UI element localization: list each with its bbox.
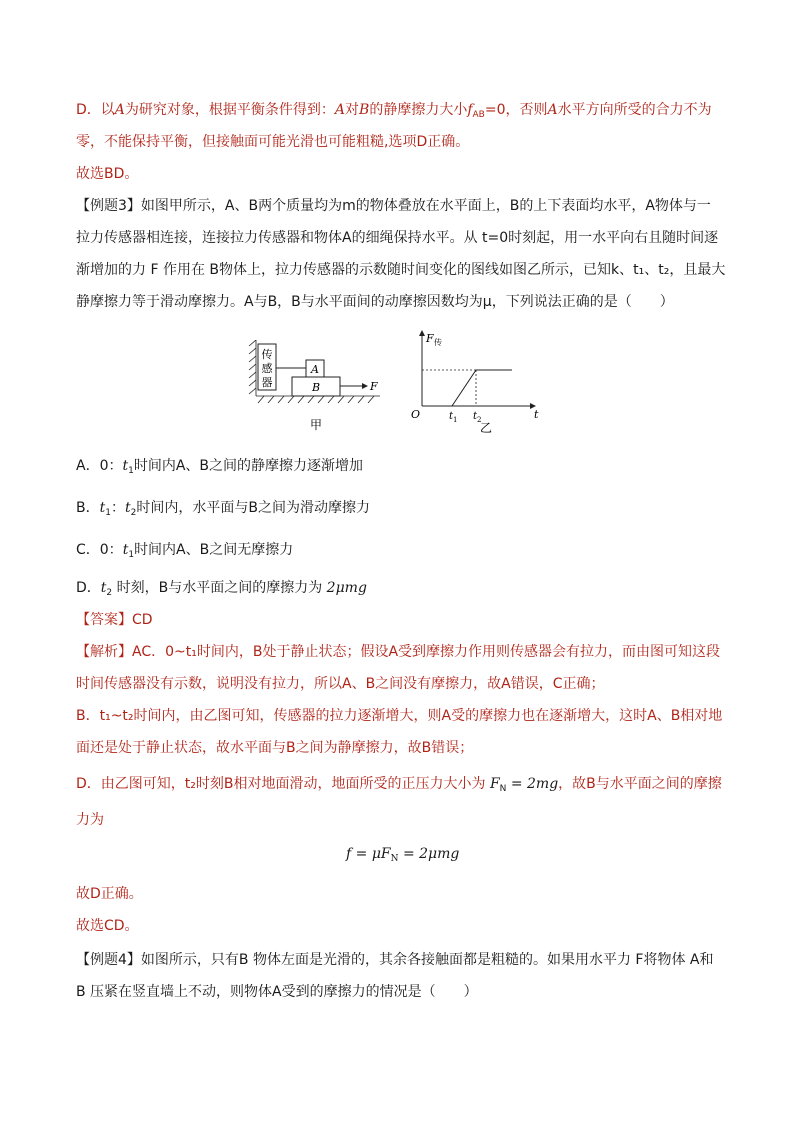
analysis-line1: 【解析】AC．0~t₁时间内，B处于静止状态；假设A受到摩擦力作用则传感器会有拉力，而由图可知这段 [76,644,721,660]
t1-label: t [449,411,454,422]
analysis-conclusion: 故选CD。 [76,918,139,934]
answer: 【答案】CD [76,612,153,628]
y-label-sub: 传 [434,338,442,347]
example3-line4: 静摩擦力等于滑动摩擦力。A与B，B与水平面间的动摩擦因数均为μ，下列说法正确的是（ ） [76,294,674,310]
t2-sub: 2 [477,416,482,424]
example4-line2: B 压紧在竖直墙上不动，则物体A受到的摩擦力的情况是（ ） [76,984,478,1000]
sensor-char-3: 器 [261,376,273,389]
analysis-line6: 力为 [76,812,104,828]
sensor-char-2: 感 [261,362,273,375]
prev-option-d-line2: 零，不能保持平衡，但接触面可能光滑也可能粗糙,选项D正确。 [76,134,470,150]
origin-label: O [411,408,421,421]
example4-line1: 【例题4】如图所示，只有B 物体左面是光滑的，其余各接触面都是粗糙的。如果用水平力 F将物体 A和 [76,952,714,968]
y-arrowhead [419,330,425,336]
force-arrowhead [362,383,368,389]
analysis-line2: 时间传感器没有示数，说明没有拉力，所以A、B之间没有摩擦力，故A错误，C正确； [76,676,605,692]
example3-line1: 【例题3】如图甲所示，A、B两个质量均为m的物体叠放在水平面上，B的上下表面均水平，A物体与一 [76,198,711,214]
option-a: A．0：$t_1$时间内A、B之间的静摩擦力逐渐增加 [76,458,364,476]
y-label: F [426,332,434,345]
caption-yi: 乙 [479,421,493,434]
block-b-label: B [311,381,321,394]
option-b: B．$t_1$：$t_2$时间内，水平面与B之间为滑动摩擦力 [76,500,370,518]
friction-formula: $f = \mu F_N = 2\mu mg$ [346,846,460,864]
option-d: D．$t_2$ 时刻，B与水平面之间的摩擦力为 2μmg [76,580,367,598]
option-c: C．0：$t_1$时间内A、B之间无摩擦力 [76,542,294,560]
figure-yi [408,328,548,434]
caption-jia: 甲 [309,418,323,432]
analysis-line4: 面还是处于静止状态，故水平面与B之间为静摩擦力，故B错误； [76,740,474,756]
prev-option-d-line1: D．以A为研究对象，根据平衡条件得到：A对B的静摩擦力大小$f_{AB}=0$，否则A水平方向所受的合力不为 [76,102,712,120]
sensor-char-1: 传 [261,348,273,361]
prev-conclusion: 故选BD。 [76,166,139,182]
t1-sub: 1 [453,416,458,424]
example3-line2: 拉力传感器相连接，连接拉力传感器和物体A的细绳保持水平。从 t=0时刻起，用一水平向右且随时间逐 [76,230,719,246]
analysis-line5: D．由乙图可知，t₂时刻B相对地面滑动，地面所受的正压力大小为 $F_N = 2mg$，故B与水平面之间的摩擦 [76,776,722,794]
example3-line3: 渐增加的力 F 作用在 B物体上，拉力传感器的示数随时间变化的图线如图乙所示，已知k、t₁、t₂，且最大 [76,262,726,278]
reading-curve [452,370,512,406]
analysis-line7: 故D正确。 [76,886,143,902]
figure-jia [246,340,386,434]
x-label: t [534,408,539,421]
force-label: F [370,380,378,393]
block-a-label: A [311,363,319,376]
t2-label: t [473,411,478,422]
analysis-line3: B．t₁~t₂时间内，由乙图可知，传感器的拉力逐渐增大，则A受的摩擦力也在逐渐增大，这时A、B相对地 [76,708,723,724]
